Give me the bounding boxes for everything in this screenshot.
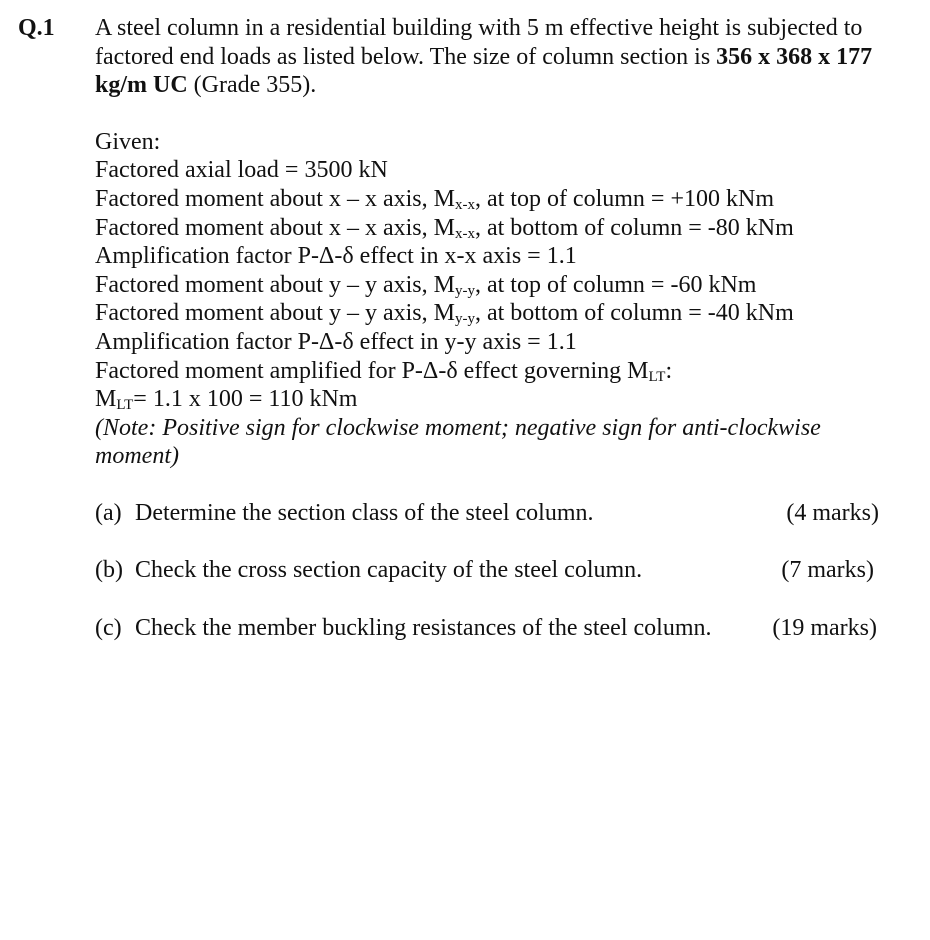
part-text: Determine the section class of the steel column.	[135, 499, 594, 526]
part-label: (b)	[95, 557, 123, 584]
mxx-bot-pre: Factored moment about x – x axis, M	[95, 214, 455, 241]
mxx-subscript: x-x	[454, 225, 475, 242]
myy-bot-pre: Factored moment about y – y axis, M	[95, 300, 455, 327]
myy-subscript: y-y	[454, 311, 475, 328]
part-marks: (7 marks)	[781, 557, 874, 584]
part-marks: (4 marks)	[786, 499, 879, 526]
mlt-heading-line	[95, 357, 895, 386]
part-label: (a)	[95, 499, 122, 526]
intro-text-2: (Grade 355).	[187, 72, 317, 99]
mlt-heading-post: :	[665, 357, 673, 384]
part-text: Check the member buckling resistances of the steel column.	[135, 614, 712, 641]
question-parts	[95, 499, 895, 672]
part-text: Check the cross section capacity of the steel column.	[135, 557, 643, 584]
intro-text-1: A steel column in a residential building with 5 m effective height is subjected to factored end loads as listed below. The size of column section is	[95, 15, 863, 70]
part-marks: (19 marks)	[772, 614, 877, 641]
part-b	[95, 556, 895, 614]
mxx-bottom-line	[95, 214, 895, 243]
given-block	[95, 128, 895, 471]
myy-bot-post: , at bottom of column = -40 kNm	[474, 300, 794, 327]
mlt-heading-pre: Factored moment amplified for P-Δ-δ effect governing M	[95, 357, 649, 384]
mlt-subscript: LT	[116, 397, 134, 414]
mxx-bot-post: , at bottom of column = -80 kNm	[474, 214, 794, 241]
section-size: 356 x 368 x 177 kg/m UC	[95, 43, 873, 99]
myy-top-pre: Factored moment about y – y axis, M	[95, 271, 455, 298]
question-intro	[95, 14, 895, 100]
part-a	[95, 499, 895, 557]
mxx-top-pre: Factored moment about x – x axis, M	[95, 185, 455, 212]
part-label: (c)	[95, 614, 122, 641]
part-c	[95, 614, 895, 672]
myy-top-line	[95, 271, 895, 300]
mlt-value-post: = 1.1 x 100 = 110 kNm	[133, 386, 358, 413]
mxx-top-post: , at top of column = +100 kNm	[474, 185, 774, 212]
question-number: Q.1	[18, 15, 55, 41]
myy-bottom-line	[95, 299, 895, 328]
mlt-value-line	[95, 385, 895, 414]
given-heading: Given:	[95, 128, 161, 155]
axial-load-line: Factored axial load = 3500 kN	[95, 157, 388, 184]
myy-top-post: , at top of column = -60 kNm	[474, 271, 757, 298]
question-content	[95, 14, 895, 671]
mxx-top-line	[95, 185, 895, 214]
mlt-subscript: LT	[648, 368, 666, 385]
amp-y-line: Amplification factor P-Δ-δ effect in y-y axis = 1.1	[95, 328, 577, 355]
sign-note: (Note: Positive sign for clockwise moment; negative sign for anti-clockwise moment)	[95, 414, 821, 470]
myy-subscript: y-y	[454, 282, 475, 299]
amp-x-line: Amplification factor P-Δ-δ effect in x-x axis = 1.1	[95, 243, 577, 270]
mlt-value-pre: M	[95, 386, 117, 413]
mxx-subscript: x-x	[454, 196, 475, 213]
